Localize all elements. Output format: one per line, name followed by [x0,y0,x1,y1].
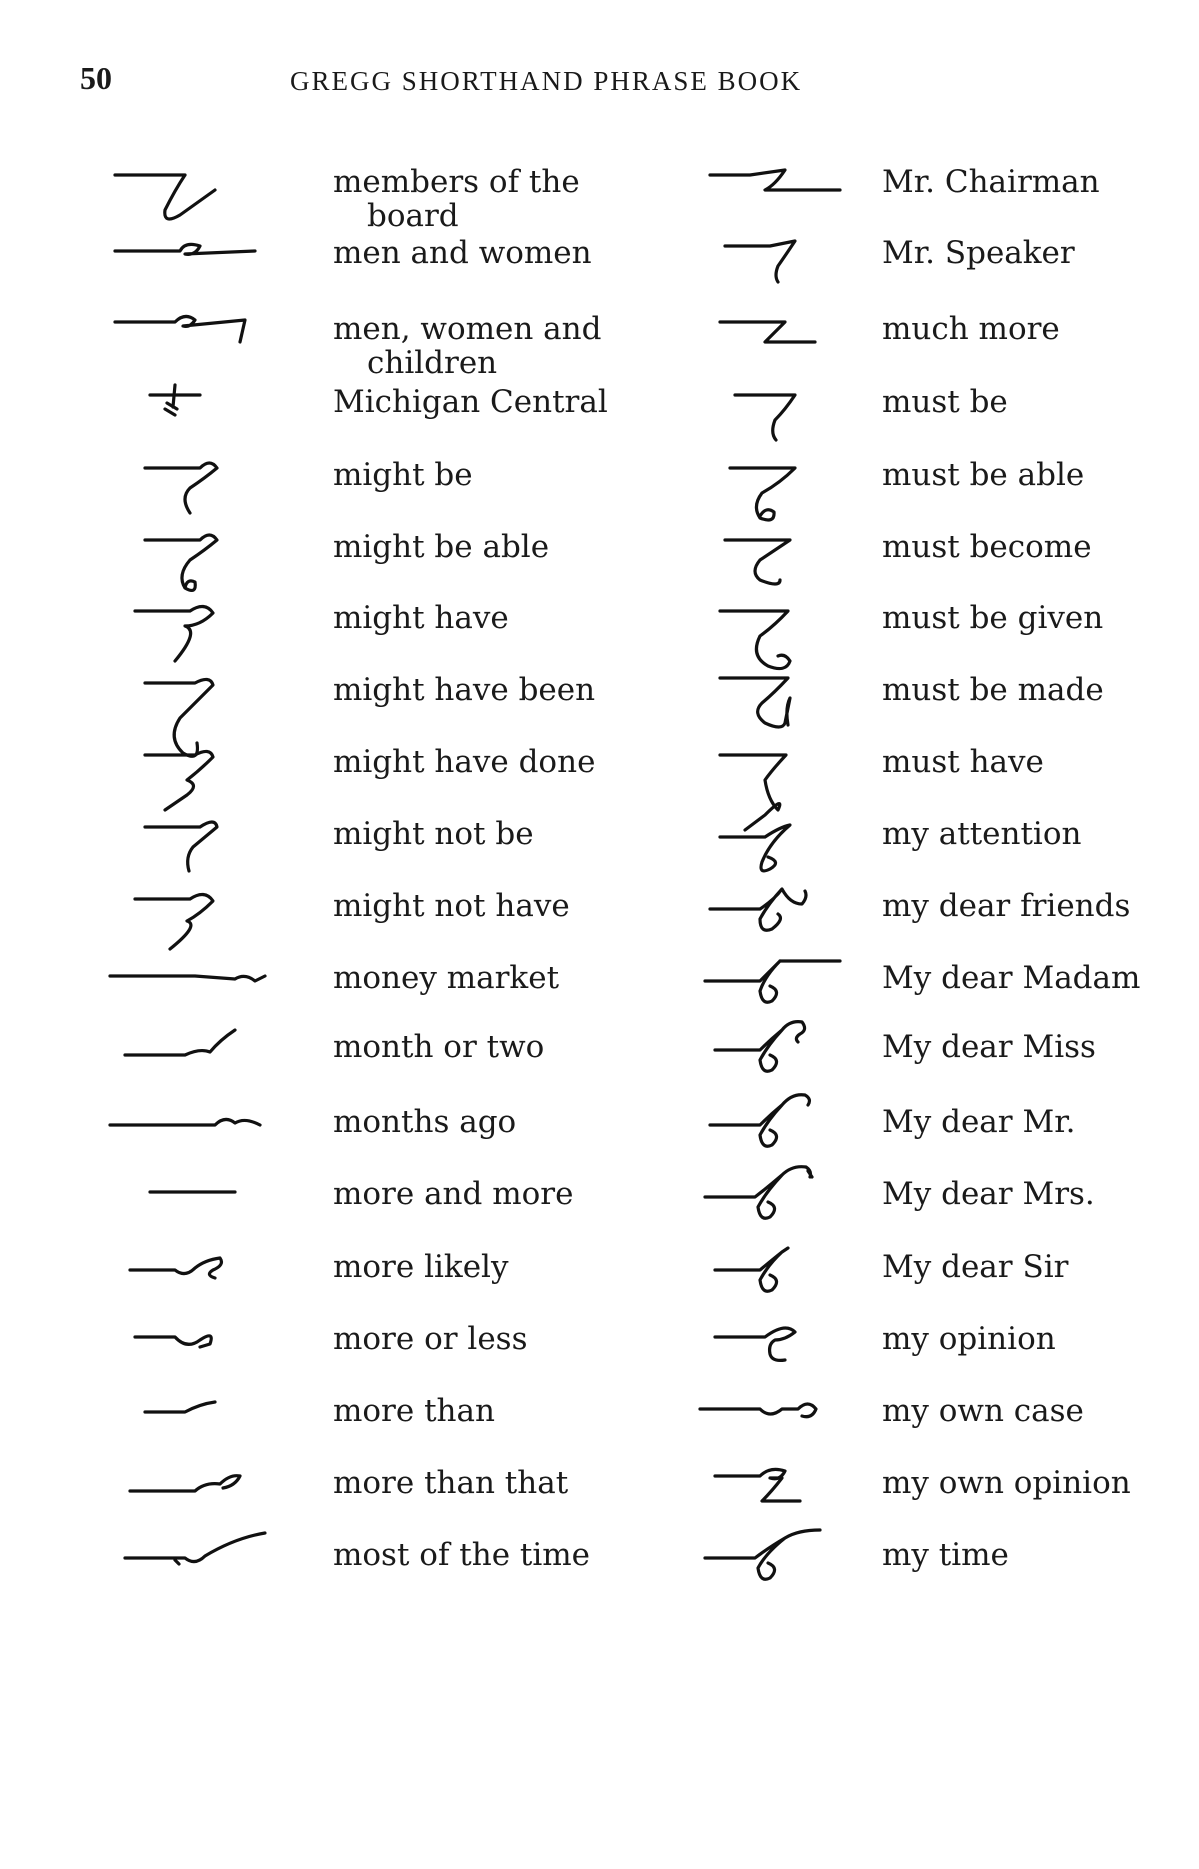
phrase-label: might not have [333,888,570,924]
phrase-label: might have been [333,672,596,708]
phrase-continuation: board [367,198,459,234]
phrase-text [333,1394,495,1428]
phrase-label: might be [333,457,473,493]
phrase-label: My dear Sir [882,1249,1069,1285]
phrase-text [882,1105,1075,1139]
phrase-text [333,530,549,564]
phrase-text [882,530,1092,564]
phrase-text [333,236,592,270]
phrase-label: more or less [333,1321,528,1357]
phrase-label: my own opinion [882,1465,1131,1501]
phrase-label: must be given [882,600,1104,636]
phrase-text [333,889,570,923]
phrase-label: month or two [333,1029,545,1065]
phrase-text [882,601,1103,635]
phrase-text [333,1322,528,1356]
phrase-text [882,1394,1084,1428]
phrase-label: my time [882,1537,1009,1573]
phrase-label: Mr. Speaker [882,235,1075,271]
phrase-label: men, women and [333,311,602,347]
phrase-text [333,1250,508,1284]
phrase-text [882,165,1100,199]
phrase-text [882,385,1008,419]
phrase-label: most of the time [333,1537,591,1573]
phrase-label: money market [333,960,560,996]
phrase-label: might not be [333,816,534,852]
phrase-text [333,458,473,492]
phrase-text [333,165,580,233]
phrase-label: might have [333,600,509,636]
phrase-text [882,1030,1096,1064]
phrase-label: my own case [882,1393,1084,1429]
phrase-label: must be made [882,672,1104,708]
phrase-text [882,312,1060,346]
page-number: 50 [80,60,112,96]
phrase-text [882,1177,1095,1211]
phrase-text [333,1105,516,1139]
phrase-label: My dear Madam [882,960,1141,996]
phrase-label: My dear Mr. [882,1104,1076,1140]
phrase-text [333,312,601,380]
phrase-text [882,745,1044,779]
phrase-text [333,817,534,851]
phrase-text [882,1466,1131,1500]
phrase-continuation: children [367,345,498,381]
phrase-label: must be [882,384,1008,420]
phrase-text [882,817,1081,851]
phrase-label: My dear Mrs. [882,1176,1095,1212]
phrase-label: men and women [333,235,592,271]
phrase-text [333,745,595,779]
phrase-text [882,236,1075,270]
phrase-label: must become [882,529,1092,565]
phrase-text [882,1538,1009,1572]
phrase-label: might be able [333,529,550,565]
phrase-label: my opinion [882,1321,1056,1357]
phrase-label: my attention [882,816,1082,852]
phrase-label: much more [882,311,1060,347]
phrase-label: months ago [333,1104,517,1140]
phrase-text [333,385,608,419]
phrase-label: My dear Miss [882,1029,1096,1065]
phrase-label: my dear friends [882,888,1131,924]
phrase-label: more likely [333,1249,509,1285]
shorthand-outline-icon [105,1508,295,1638]
phrase-label: more than [333,1393,495,1429]
phrase-text [882,1322,1056,1356]
phrase-text [333,961,559,995]
phrase-label: Mr. Chairman [882,164,1100,200]
phrase-text [882,961,1140,995]
shorthand-outline-icon [690,1508,880,1638]
running-head: GREGG SHORTHAND PHRASE BOOK [290,66,803,96]
phrase-text [333,1177,573,1211]
phrase-text [333,673,595,707]
phrase-text [333,601,509,635]
phrase-label: members of the [333,164,580,200]
phrase-text [333,1538,590,1572]
phrase-text [882,889,1130,923]
phrase-text [333,1030,544,1064]
phrase-text [333,1466,568,1500]
phrase-text [882,673,1104,707]
phrase-label: must have [882,744,1044,780]
phrase-label: Michigan Central [333,384,608,420]
phrase-label: more and more [333,1176,574,1212]
phrase-text [882,458,1084,492]
phrase-label: must be able [882,457,1085,493]
phrase-label: might have done [333,744,596,780]
phrase-label: more than that [333,1465,569,1501]
phrase-text [882,1250,1068,1284]
